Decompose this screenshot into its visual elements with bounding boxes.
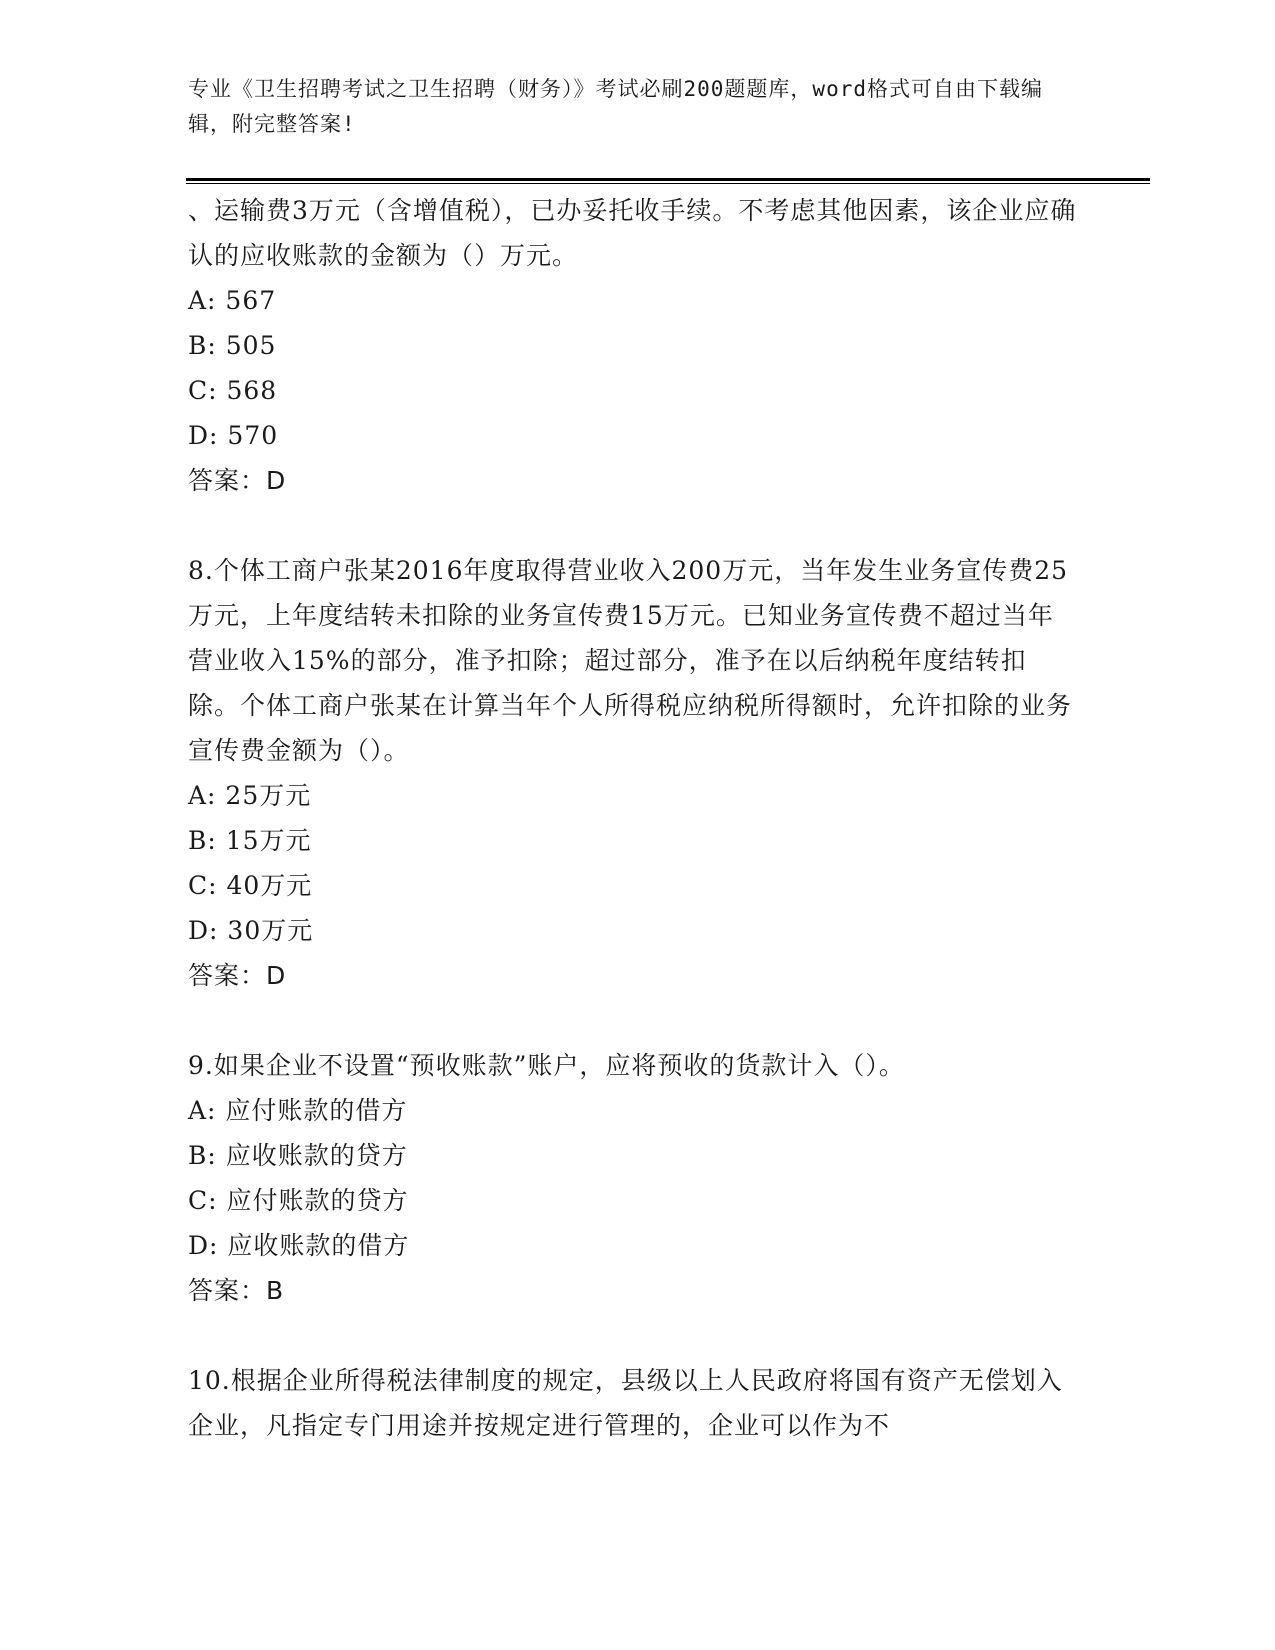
option-b: B: 15万元 [188,826,312,855]
header-divider-thin [186,183,1150,184]
document-header: 专业《卫生招聘考试之卫生招聘（财务）》考试必刷200题题库，word格式可自由下载编辑，附完整答案! [188,77,1043,136]
question-block [188,1358,1078,1448]
question-spacer [188,503,1078,548]
question-spacer [188,1313,1078,1358]
question-block [188,188,1078,503]
option-b: B: 505 [188,331,277,360]
question-text: 8.个体工商户张某2016年度取得营业收入200万元，当年发生业务宣传费25万元，上年度结转未扣除的业务宣传费15万元。已知业务宣传费不超过当年营业收入15%的部分，准予扣除；超过部分，准予在以后纳税年度结转扣除。个体工商户张某在计算当年个人所得税应纳税所得额时，允许扣除的业务宣传费金额为（）。 [188,556,1073,765]
question-block [188,1043,1078,1313]
question-list [188,188,1078,1448]
option-c: C: 568 [188,376,278,405]
option-a: A: 25万元 [188,781,312,810]
option-b: B: 应收账款的贷方 [188,1141,408,1170]
option-a: A: 应付账款的借方 [188,1096,408,1125]
question-text: 10.根据企业所得税法律制度的规定，县级以上人民政府将国有资产无偿划入企业，凡指定专门用途并按规定进行管理的，企业可以作为不 [188,1366,1063,1440]
option-d: D: 30万元 [188,916,314,945]
option-a: A: 567 [188,286,277,315]
answer-line: 答案：B [188,1276,285,1305]
option-d: D: 应收账款的借方 [188,1231,410,1260]
question-block [188,548,1078,998]
question-text: 9.如果企业不设置“预收账款”账户，应将预收的货款计入（）。 [188,1051,905,1080]
option-c: C: 40万元 [188,871,313,900]
option-c: C: 应付账款的贷方 [188,1186,409,1215]
answer-line: 答案：D [188,466,287,495]
answer-line: 答案：D [188,961,287,990]
question-text: 、运输费3万元（含增值税），已办妥托收手续。不考虑其他因素，该企业应确认的应收账款的金额为（）万元。 [188,196,1077,270]
header-divider [186,178,1150,181]
question-spacer [188,998,1078,1043]
option-d: D: 570 [188,421,279,450]
